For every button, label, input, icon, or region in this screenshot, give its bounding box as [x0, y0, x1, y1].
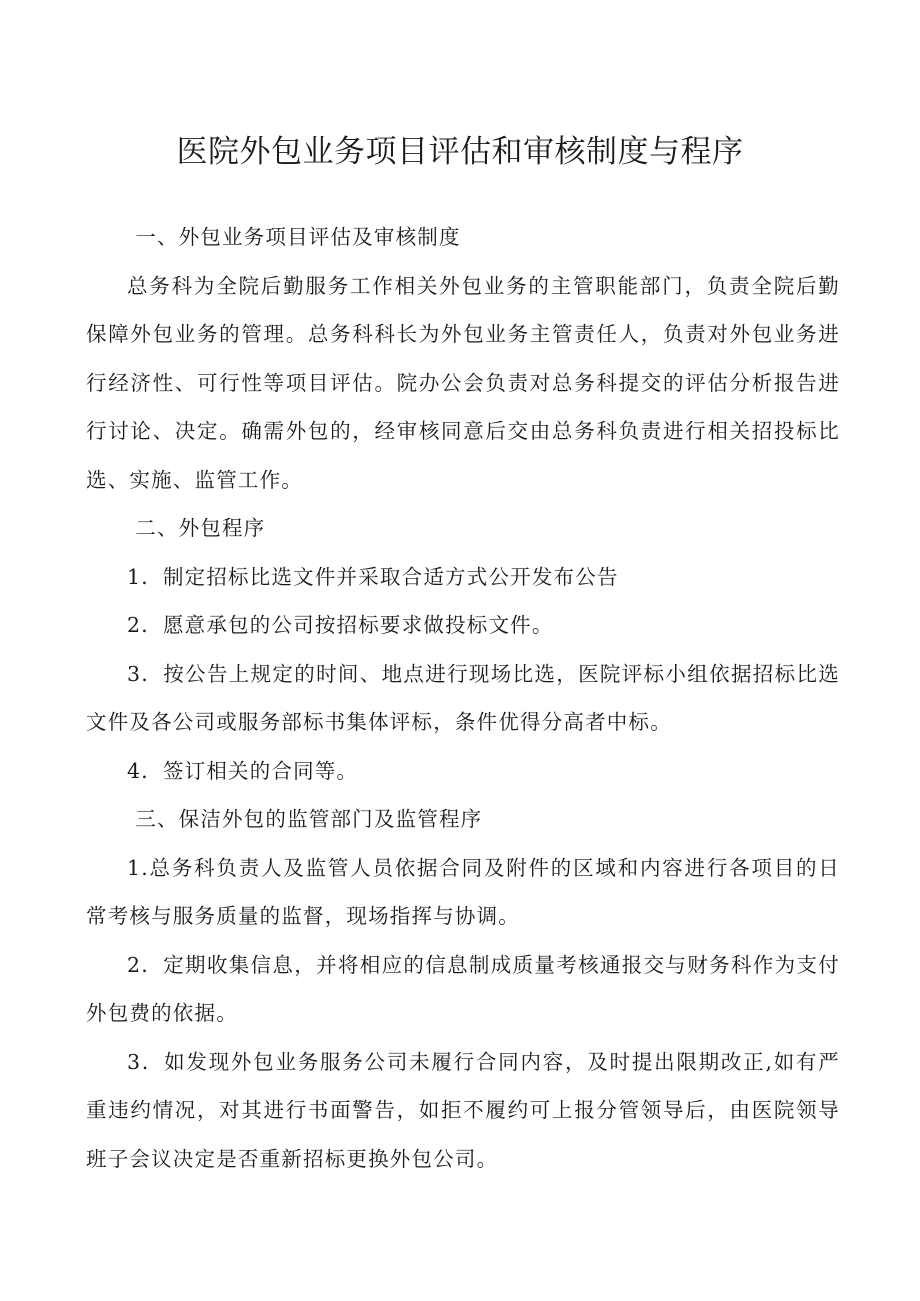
list-item: 2．定期收集信息，并将相应的信息制成质量考核通报交与财务科作为支付外包费的依据。	[86, 952, 840, 1025]
document-title: 医院外包业务项目评估和审核制度与程序	[176, 134, 744, 170]
list-item: 2．愿意承包的公司按招标要求做投标文件。	[127, 613, 554, 637]
paragraph: 总务科为全院后勤服务工作相关外包业务的主管职能部门，负责全院后勤保障外包业务的管理。总务科科长为外包业务主管责任人，负责对外包业务进行经济性、可行性等项目评估。院办公会负责对总务科提交的评估分析报告进行讨论、决定。确需外包的，经审核同意后交由总务科负责进行相关招投标比选、实施、监管工作。	[86, 273, 840, 492]
list-item: 1.总务科负责人及监管人员依据合同及附件的区域和内容进行各项目的日常考核与服务质量的监督，现场指挥与协调。	[86, 855, 840, 928]
section-heading: 三、保洁外包的监管部门及监管程序	[135, 807, 483, 831]
list-item: 3．如发现外包业务服务公司未履行合同内容，及时提出限期改正,如有严重违约情况，对其进行书面警告，如拒不履约可上报分管领导后，由医院领导班子会议决定是否重新招标更换外包公司。	[86, 1049, 840, 1171]
list-item: 4．签订相关的合同等。	[127, 758, 359, 783]
list-item: 1．制定招标比选文件并采取合适方式公开发布公告	[127, 564, 619, 589]
section-heading: 一、外包业务项目评估及审核制度	[135, 225, 461, 249]
list-item: 3．按公告上规定的时间、地点进行现场比选，医院评标小组依据招标比选文件及各公司或服务部标书集体评标，条件优得分高者中标。	[86, 661, 840, 734]
section-heading: 二、外包程序	[135, 516, 266, 540]
document-body	[86, 213, 840, 1183]
